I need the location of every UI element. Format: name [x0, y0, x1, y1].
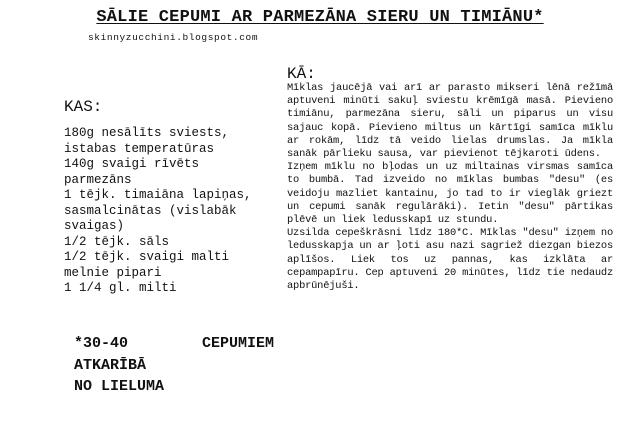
method-text: [287, 82, 613, 293]
ingredient-item: 1 1/4 gl. milti: [64, 281, 177, 295]
ingredient-item: 1 tējk. timaiāna lapiņas, sasmalcinātas (vislabāk svaigas): [64, 188, 252, 233]
yield-note-line: ATKARĪBĀ: [74, 356, 147, 374]
ingredients-heading: KAS:: [64, 98, 103, 116]
recipe-title: SĀLIE CEPUMI AR PARMEZĀNA SIERU UN TIMIĀNU*: [96, 8, 544, 27]
ingredient-item: 180g nesālīts sviests, istabas temperatūras: [64, 126, 230, 156]
yield-note-line: NO LIELUMA: [74, 378, 165, 395]
ingredient-item: 1/2 tējk. sāls: [64, 234, 170, 249]
method-paragraph: Uzsilda cepeškrāsni līdz 180*C. Mīklas "desu" izņem no ledusskapja un ar ļoti asu nazi sagriež diezgan biezos aplīšos. Liek tos uz pannas, kas izklāta ar cepampapīru. Cep aptuveni 20 minūtes, līdz tie nedaudz apbrūnējuši.: [287, 227, 613, 293]
ingredient-item: 140g svaigi rīvēts parmezāns: [64, 157, 200, 187]
ingredients-list: [64, 126, 264, 297]
yield-count: *30-40: [74, 335, 129, 352]
yield-note: [74, 333, 274, 398]
blog-url: skinnyzucchini.blogspot.com: [88, 32, 259, 43]
method-heading: KĀ:: [287, 65, 316, 83]
ingredient-item: 1/2 tējk. svaigi malti melnie pipari: [64, 250, 230, 280]
method-paragraph: Mīklas jaucējā vai arī ar parasto mikseri lēnā režīmā aptuveni minūti sakuļ sviestu krēmīgā masā. Pievieno timiānu, parmezāna sieru, sāli un piparus un visu sajauc kopā. Pievieno miltus un kārtīgi samīca mīklu ar rokām, līdz tā veido lielas drumslas. Ja mīkla sanāk pārlieku sausa, var pievienot tējkaroti ūdens.: [287, 82, 613, 161]
method-paragraph: Izņem mīklu no bļodas un uz miltainas virsmas samīca to bumbā. Tad izveido no mīklas bumbas "desu" (es veidoju mazliet kantainu, jo tad to ir vieglāk griezt un cepumi sanāk regulārāki). Ietin "desu" pārtikas plēvē un liek ledusskapī uz stundu.: [287, 161, 613, 227]
yield-unit: CEPUMIEM: [201, 335, 274, 352]
